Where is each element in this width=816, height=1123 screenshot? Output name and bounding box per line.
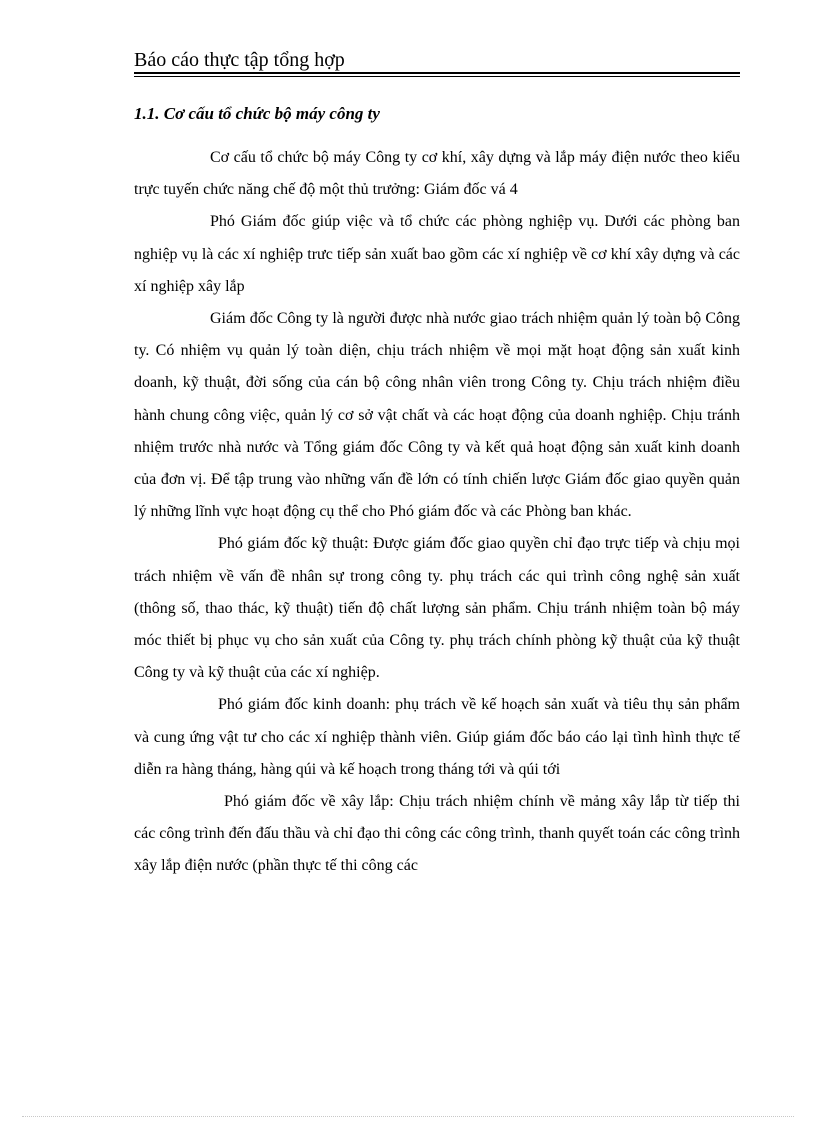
page-header-title: Báo cáo thực tập tổng hợp xyxy=(134,49,345,71)
section-title: 1.1. Cơ cấu tổ chức bộ máy công ty xyxy=(134,104,380,123)
header-rule xyxy=(134,72,740,74)
paragraph-director: Giám đốc Công ty là người được nhà nước giao trách nhiệm quản lý toàn bộ Công ty. Có nhiệm vụ quản lý toàn diện, chịu trách nhiệm về mọi mặt hoạt động sản xuất kinh doanh, kỹ thuật, đời sống của cán bộ công nhân viên trong Công ty. Chịu trách nhiệm điều hành chung công việc, quản lý cơ sở vật chất và các hoạt động của doanh nghiệp. Chịu tránh nhiệm trước nhà nước và Tổng giám đốc Công ty và kết quả hoạt động sản xuất kinh doanh của đơn vị. Để tập trung vào những vấn đề lớn có tính chiến lược Giám đốc giao quyền quản lý những lĩnh vực hoạt động cụ thể cho Phó giám đốc và các Phòng ban khác. xyxy=(134,310,740,521)
paragraph-structure-continued: Phó Giám đốc giúp việc và tổ chức các phòng nghiệp vụ. Dưới các phòng ban nghiệp vụ là các xí nghiệp trưc tiếp sản xuất bao gồm các xí nghiệp về cơ khí xây dựng và các xí nghiệp xây lắp xyxy=(134,213,740,295)
header-rule-thin xyxy=(134,76,740,77)
page-bottom-dotted-border xyxy=(22,1116,794,1117)
paragraph-deputy-business: Phó giám đốc kinh doanh: phụ trách về kế hoạch sản xuất và tiêu thụ sản phẩm và cung ứng vật tư cho các xí nghiệp thành viên. Giúp giám đốc báo cáo lại tình hình thực tế diễn ra hàng tháng, hàng qúi và kế hoạch trong tháng tới và qúi tới xyxy=(134,696,740,778)
paragraph-structure-intro: Cơ cấu tổ chức bộ máy Công ty cơ khí, xây dựng và lắp máy điện nước theo kiểu trực tuyến chức năng chế độ một thủ trưởng: Giám đốc vá 4 xyxy=(134,149,740,199)
paragraph-deputy-construction: Phó giám đốc về xây lắp: Chịu trách nhiệm chính về mảng xây lắp từ tiếp thi các công trình đến đấu thầu và chỉ đạo thi công các công trình, thanh quyết toán các công trình xây lắp điện nước (phần thực tế thi công các xyxy=(134,793,741,875)
body-text xyxy=(134,142,740,883)
paragraph-deputy-technical: Phó giám đốc kỹ thuật: Được giám đốc giao quyền chỉ đạo trực tiếp và chịu mọi trách nhiệm về vấn đề nhân sự trong công ty. phụ trách các qui trình công nghệ sản xuất (thông số, thao thác, kỹ thuật) tiến độ chất lượng sản phẩm. Chịu tránh nhiệm toàn bộ máy móc thiết bị phục vụ cho sản xuất của Công ty. phụ trách chính phòng kỹ thuật của kỹ thuật Công ty và kỹ thuật của các xí nghiệp. xyxy=(134,535,740,682)
